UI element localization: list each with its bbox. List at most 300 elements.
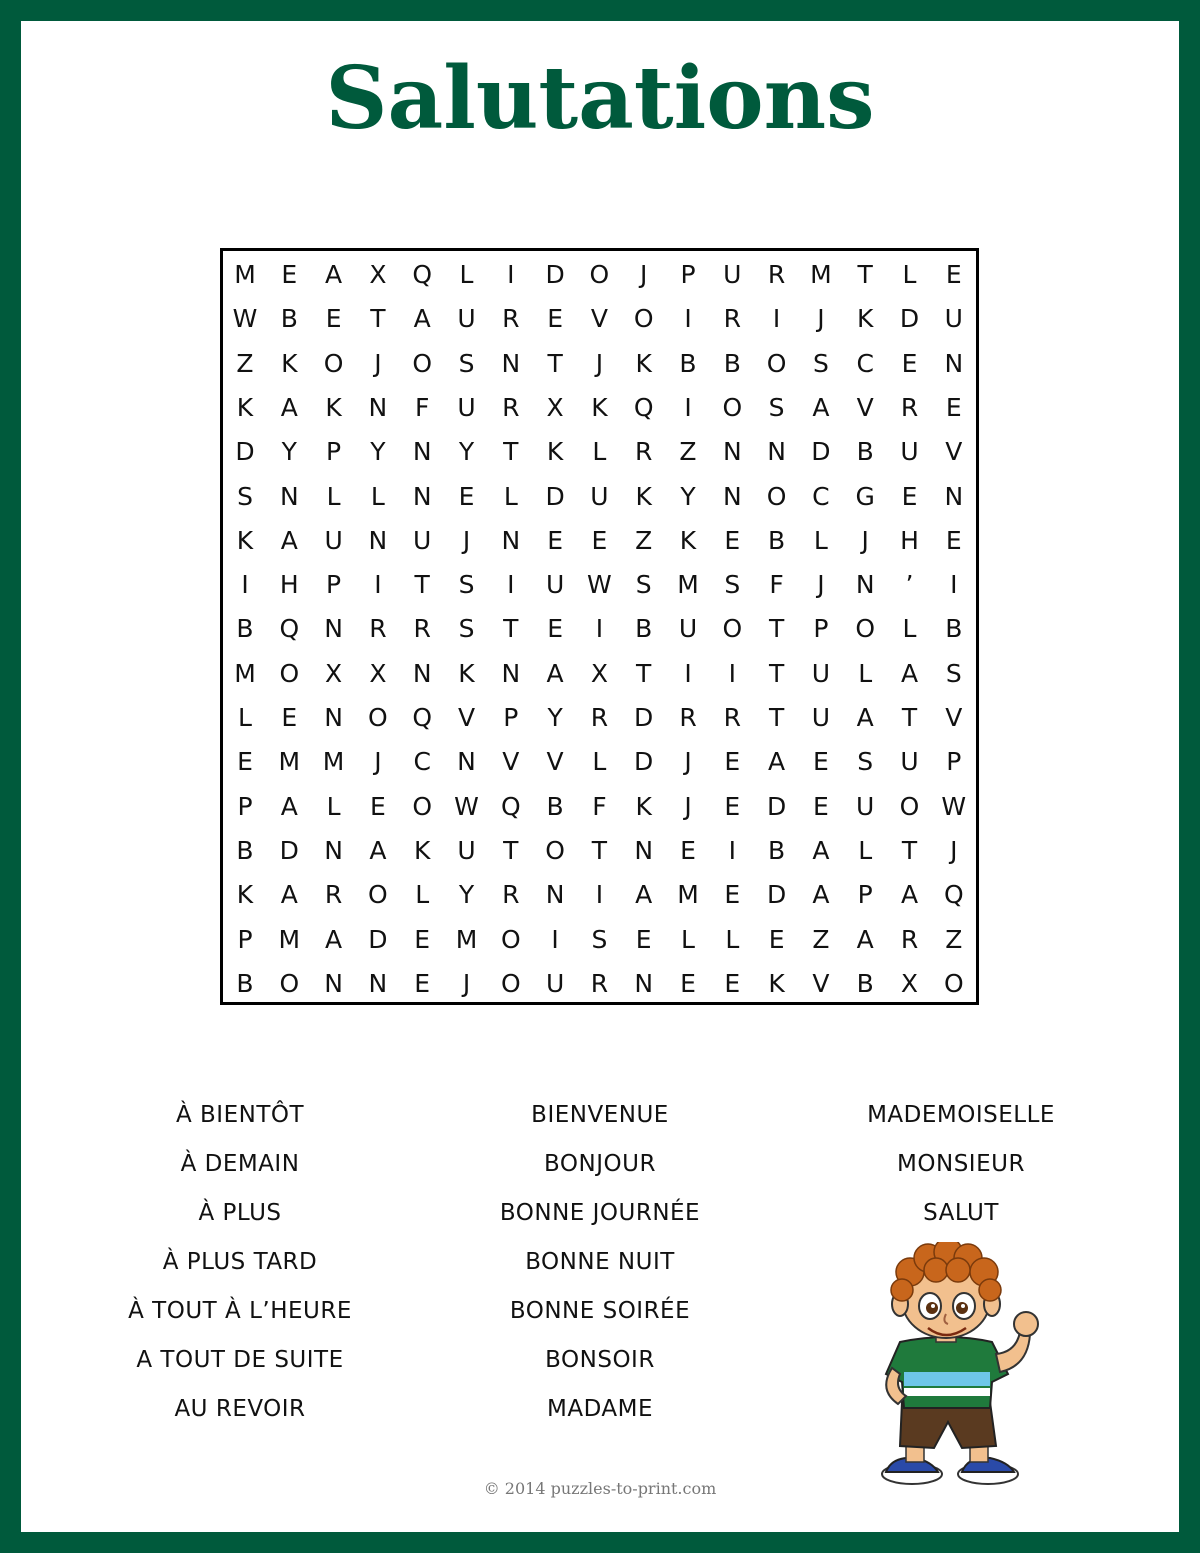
grid-letter: U [811,703,831,732]
grid-letter: N [722,481,742,511]
grid-letter: X [590,658,608,688]
grid-letter: L [503,481,518,511]
grid-letter: T [636,658,652,688]
grid-row [223,785,976,829]
grid-letter: B [635,614,653,644]
grid-letter: B [945,614,963,644]
grid-letter: V [945,437,963,467]
grid-letter: A [280,525,298,555]
grid-letter: I [595,880,604,910]
grid-letter: K [546,437,564,467]
grid-letter: E [591,525,608,555]
grid-letter: A [280,392,298,422]
grid-letter: A [856,703,874,732]
grid-letter: P [813,614,829,644]
grid-letter: J [684,791,692,821]
grid-letter: X [369,260,387,289]
grid-letter: E [325,304,342,334]
grid-row [223,430,976,474]
grid-letter: Q [500,791,521,821]
grid-row [223,962,976,1006]
grid-letter: Z [679,437,697,467]
grid-letter: O [500,968,521,998]
grid-letter: D [634,747,654,777]
grid-letter: R [413,614,431,644]
grid-letter: I [684,392,692,422]
grid-letter: N [324,968,343,998]
grid-letter: E [945,260,962,289]
grid-letter: F [769,570,784,600]
word-list-item: SALUT [923,1200,999,1226]
grid-letter: J [817,570,825,600]
word-list-item: À TOUT À L’HEURE [128,1298,352,1324]
grid-letter: J [684,747,692,777]
grid-letter: A [768,747,786,777]
grid-letter: M [234,260,256,289]
grid-letter: Y [680,481,696,511]
word-search-grid [220,248,979,1005]
grid-letter: X [325,658,343,688]
grid-letter: A [280,880,298,910]
grid-letter: P [503,703,519,732]
grid-row [223,386,976,430]
grid-letter: S [724,570,741,600]
grid-letter: R [590,968,609,998]
grid-row [223,342,976,386]
grid-letter: M [234,658,256,688]
grid-row [223,607,976,651]
grid-letter: P [680,260,696,289]
grid-letter: B [236,968,254,998]
grid-letter: R [767,260,786,289]
grid-row [223,829,976,873]
grid-letter: N [501,348,521,378]
grid-letter: N [412,437,432,467]
grid-letter: Y [547,703,563,732]
grid-letter: O [412,791,433,821]
grid-letter: M [278,747,301,777]
grid-letter: S [768,392,785,422]
word-list-item: À PLUS TARD [162,1249,318,1275]
grid-letter: O [323,348,344,378]
grid-letter: U [545,570,565,600]
grid-letter: O [722,614,743,644]
grid-letter: O [368,703,388,732]
grid-letter: N [324,835,343,865]
grid-letter: L [902,260,917,289]
grid-letter: A [812,392,830,422]
grid-letter: K [768,968,785,998]
grid-letter: T [768,658,785,688]
grid-letter: Q [633,392,654,422]
grid-letter: E [812,791,829,821]
grid-letter: E [945,525,962,555]
grid-letter: N [457,747,476,777]
grid-letter: R [369,614,387,644]
grid-letter: R [723,703,741,732]
grid-letter: J [950,835,958,865]
word-list-item: À PLUS [198,1200,282,1226]
grid-letter: J [595,348,604,378]
grid-row [223,652,976,696]
grid-letter: U [590,481,609,511]
word-list-item: BIENVENUE [531,1102,669,1128]
grid-letter: O [545,835,565,865]
grid-row [223,740,976,784]
grid-letter: L [370,481,385,511]
grid-letter: L [415,880,430,910]
grid-letter: N [412,481,432,511]
grid-letter: V [590,304,608,334]
grid-letter: P [326,570,342,600]
grid-row [223,253,976,297]
grid-letter: P [326,437,342,467]
grid-letter: E [414,968,431,998]
grid-letter: R [635,437,653,467]
grid-letter: Q [943,880,964,910]
grid-letter: O [899,791,920,821]
grid-letter: O [589,260,610,289]
grid-letter: L [858,835,873,865]
grid-letter: S [458,570,475,600]
grid-letter: C [413,747,431,777]
grid-letter: E [901,481,918,511]
grid-letter: R [900,392,919,422]
grid-letter: F [592,791,607,821]
grid-letter: K [635,348,652,378]
grid-letter: C [812,481,830,511]
grid-letter: T [768,614,785,644]
grid-letter: K [679,525,697,555]
grid-row [223,696,976,740]
grid-letter: T [414,570,430,600]
word-list-item: MADAME [547,1396,653,1422]
page-title: Salutations [325,48,875,149]
grid-letter: Q [412,703,433,732]
grid-letter: T [370,304,386,334]
grid-letter: N [545,880,565,910]
grid-letter: E [724,968,741,998]
grid-letter: T [503,835,519,865]
grid-letter: K [591,392,608,422]
grid-letter: O [722,392,743,422]
grid-letter: N [634,835,654,865]
grid-letter: Y [458,437,475,467]
grid-letter: O [279,658,300,688]
grid-letter: V [812,968,830,998]
grid-letter: P [857,880,873,910]
word-list-item: À DEMAIN [180,1151,300,1177]
grid-letter: N [767,437,786,467]
grid-letter: I [728,835,736,865]
grid-letter: E [901,348,918,378]
grid-letter: Y [281,437,297,467]
grid-letter: L [592,437,607,467]
grid-letter: E [812,747,829,777]
grid-letter: E [281,260,298,289]
grid-letter: U [545,968,565,998]
grid-letter: J [462,968,471,998]
grid-letter: N [368,968,388,998]
grid-letter: J [374,348,382,378]
grid-letter: U [856,791,875,821]
grid-letter: C [856,348,874,378]
grid-letter: T [857,260,873,289]
grid-letter: S [591,924,608,954]
grid-letter: S [458,348,475,378]
grid-letter: L [592,747,607,777]
grid-letter: N [279,481,299,511]
grid-letter: K [458,658,475,688]
grid-letter: X [369,658,387,688]
grid-letter: T [901,835,918,865]
grid-letter: K [856,304,874,334]
grid-letter: S [635,570,652,600]
grid-letter: L [902,614,917,644]
grid-letter: M [278,924,301,954]
grid-letter: Y [458,880,475,910]
grid-letter: Z [945,924,963,954]
grid-letter: G [855,481,875,511]
grid-row [223,297,976,341]
grid-letter: W [454,791,479,821]
grid-letter: N [501,658,521,688]
grid-letter: O [766,348,787,378]
waving-boy-illustration [870,1242,1040,1492]
grid-letter: E [414,924,431,954]
grid-letter: D [545,481,565,511]
grid-letter: A [325,260,343,289]
grid-letter: Z [635,525,653,555]
grid-letter: N [368,392,388,422]
grid-letter: E [680,835,696,865]
grid-letter: U [811,658,831,688]
grid-letter: B [768,835,786,865]
grid-letter: I [684,658,692,688]
grid-letter: B [856,968,874,998]
grid-letter: K [635,791,652,821]
grid-letter: J [861,525,869,555]
grid-letter: N [944,348,964,378]
grid-letter: E [547,525,563,555]
grid-letter: P [237,791,253,821]
grid-letter: O [633,304,654,334]
grid-letter: E [724,880,741,910]
grid-letter: B [679,348,697,378]
grid-letter: U [324,525,343,555]
grid-letter: W [587,570,612,600]
grid-letter: K [236,392,254,422]
grid-letter: I [374,570,382,600]
grid-letter: V [856,392,874,422]
grid-letter: A [369,835,387,865]
grid-letter: L [858,658,873,688]
grid-row [223,563,976,607]
grid-letter: R [502,880,520,910]
grid-letter: Z [812,924,830,954]
grid-letter: D [279,835,299,865]
grid-letter: A [812,880,830,910]
grid-letter: O [943,968,964,998]
grid-letter: L [813,525,828,555]
grid-letter: K [325,392,342,422]
grid-letter: A [280,791,298,821]
grid-letter: I [507,260,515,289]
grid-letter: Q [412,260,433,289]
grid-letter: R [900,924,919,954]
grid-letter: H [900,525,919,555]
grid-letter: U [457,304,476,334]
grid-letter: Q [279,614,300,644]
grid-letter: R [723,304,741,334]
grid-letter: S [945,658,962,688]
grid-letter: O [500,924,521,954]
grid-letter: R [590,703,609,732]
grid-letter: T [503,614,519,644]
grid-letter: U [413,525,432,555]
grid-letter: N [944,481,964,511]
grid-letter: E [680,968,696,998]
grid-letter: V [546,747,564,777]
grid-letter: U [944,304,963,334]
word-list-item: MONSIEUR [897,1151,1025,1177]
grid-letter: M [677,880,699,910]
grid-letter: A [856,924,874,954]
grid-letter: E [547,304,563,334]
grid-letter: S [237,481,253,511]
grid-letter: E [724,525,741,555]
grid-letter: I [684,304,692,334]
word-list-column-2 [410,1093,790,1436]
grid-letter: T [503,437,519,467]
grid-letter: E [281,703,298,732]
grid-letter: D [634,703,654,732]
word-list-column-1 [50,1093,430,1436]
grid-row [223,519,976,563]
grid-letter: X [900,968,919,998]
grid-letter: T [768,703,785,732]
word-list-item: MADEMOISELLE [867,1102,1055,1128]
grid-letter: W [232,304,258,334]
grid-letter: T [591,835,608,865]
grid-letter: D [811,437,831,467]
grid-letter: L [326,481,341,511]
grid-letter: U [457,392,476,422]
grid-letter: M [322,747,345,777]
grid-letter: J [640,260,648,289]
grid-letter: N [368,525,388,555]
grid-letter: E [237,747,253,777]
word-list-item: BONNE SOIRÉE [509,1298,691,1324]
grid-letter: K [413,835,431,865]
grid-letter: A [546,658,564,688]
grid-letter: I [507,570,515,600]
grid-letter: V [502,747,520,777]
grid-letter: O [279,968,300,998]
word-list-column-3 [771,1093,1151,1240]
grid-letter: E [724,747,741,777]
grid-letter: I [241,570,249,600]
grid-row [223,918,976,962]
grid-letter: B [280,304,298,334]
grid-letter: T [901,703,918,732]
copyright-notice: © 2014 puzzles-to-print.com [483,1479,717,1498]
grid-letter: ’ [905,570,914,600]
grid-letter: L [681,924,695,954]
grid-letter: K [635,481,652,511]
grid-letter: D [766,880,787,910]
grid-letter: I [950,570,958,600]
grid-letter: S [857,747,874,777]
grid-letter: B [768,525,786,555]
grid-letter: E [768,924,785,954]
grid-letter: J [374,747,382,777]
grid-letter: P [237,924,253,954]
grid-letter: J [817,304,825,334]
grid-letter: R [502,392,520,422]
word-list-item: BONNE JOURNÉE [499,1200,701,1226]
grid-letter: M [455,924,478,954]
grid-letter: U [723,260,742,289]
grid-letter: K [281,348,298,378]
word-list-item: BONNE NUIT [525,1249,675,1275]
grid-letter: M [677,570,699,600]
grid-letter: I [728,658,736,688]
grid-row [223,873,976,917]
word-list-item: BONSOIR [545,1347,655,1373]
grid-letter: V [945,703,963,732]
grid-letter: X [546,392,564,422]
grid-letter: K [236,880,254,910]
grid-letter: A [413,304,431,334]
grid-letter: E [547,614,563,644]
grid-letter: I [772,304,781,334]
grid-letter: N [855,570,875,600]
grid-letter: L [238,703,252,732]
grid-letter: Z [236,348,254,378]
grid-letter: R [324,880,343,910]
grid-letter: O [368,880,388,910]
grid-letter: U [678,614,698,644]
grid-letter: J [462,525,471,555]
grid-letter: V [457,703,476,732]
grid-letter: Y [370,437,386,467]
grid-letter: D [899,304,920,334]
grid-letter: E [458,481,475,511]
grid-letter: L [459,260,474,289]
grid-letter: O [855,614,876,644]
grid-letter: I [551,924,559,954]
grid-letter: W [941,791,967,821]
grid-letter: B [546,791,564,821]
grid-letter: U [457,835,476,865]
grid-letter: T [547,348,563,378]
grid-letter: P [946,747,962,777]
grid-row [223,475,976,519]
grid-letter: R [502,304,520,334]
grid-letter: A [900,658,919,688]
word-list-item: À BIENTÔT [175,1102,305,1128]
grid-letter: I [595,614,604,644]
grid-letter: E [724,791,741,821]
grid-letter: D [368,924,388,954]
grid-letter: S [458,614,475,644]
grid-letter: H [279,570,299,600]
grid-letter: A [900,880,919,910]
grid-letter: N [324,703,343,732]
grid-letter: R [679,703,697,732]
grid-letter: L [326,791,341,821]
